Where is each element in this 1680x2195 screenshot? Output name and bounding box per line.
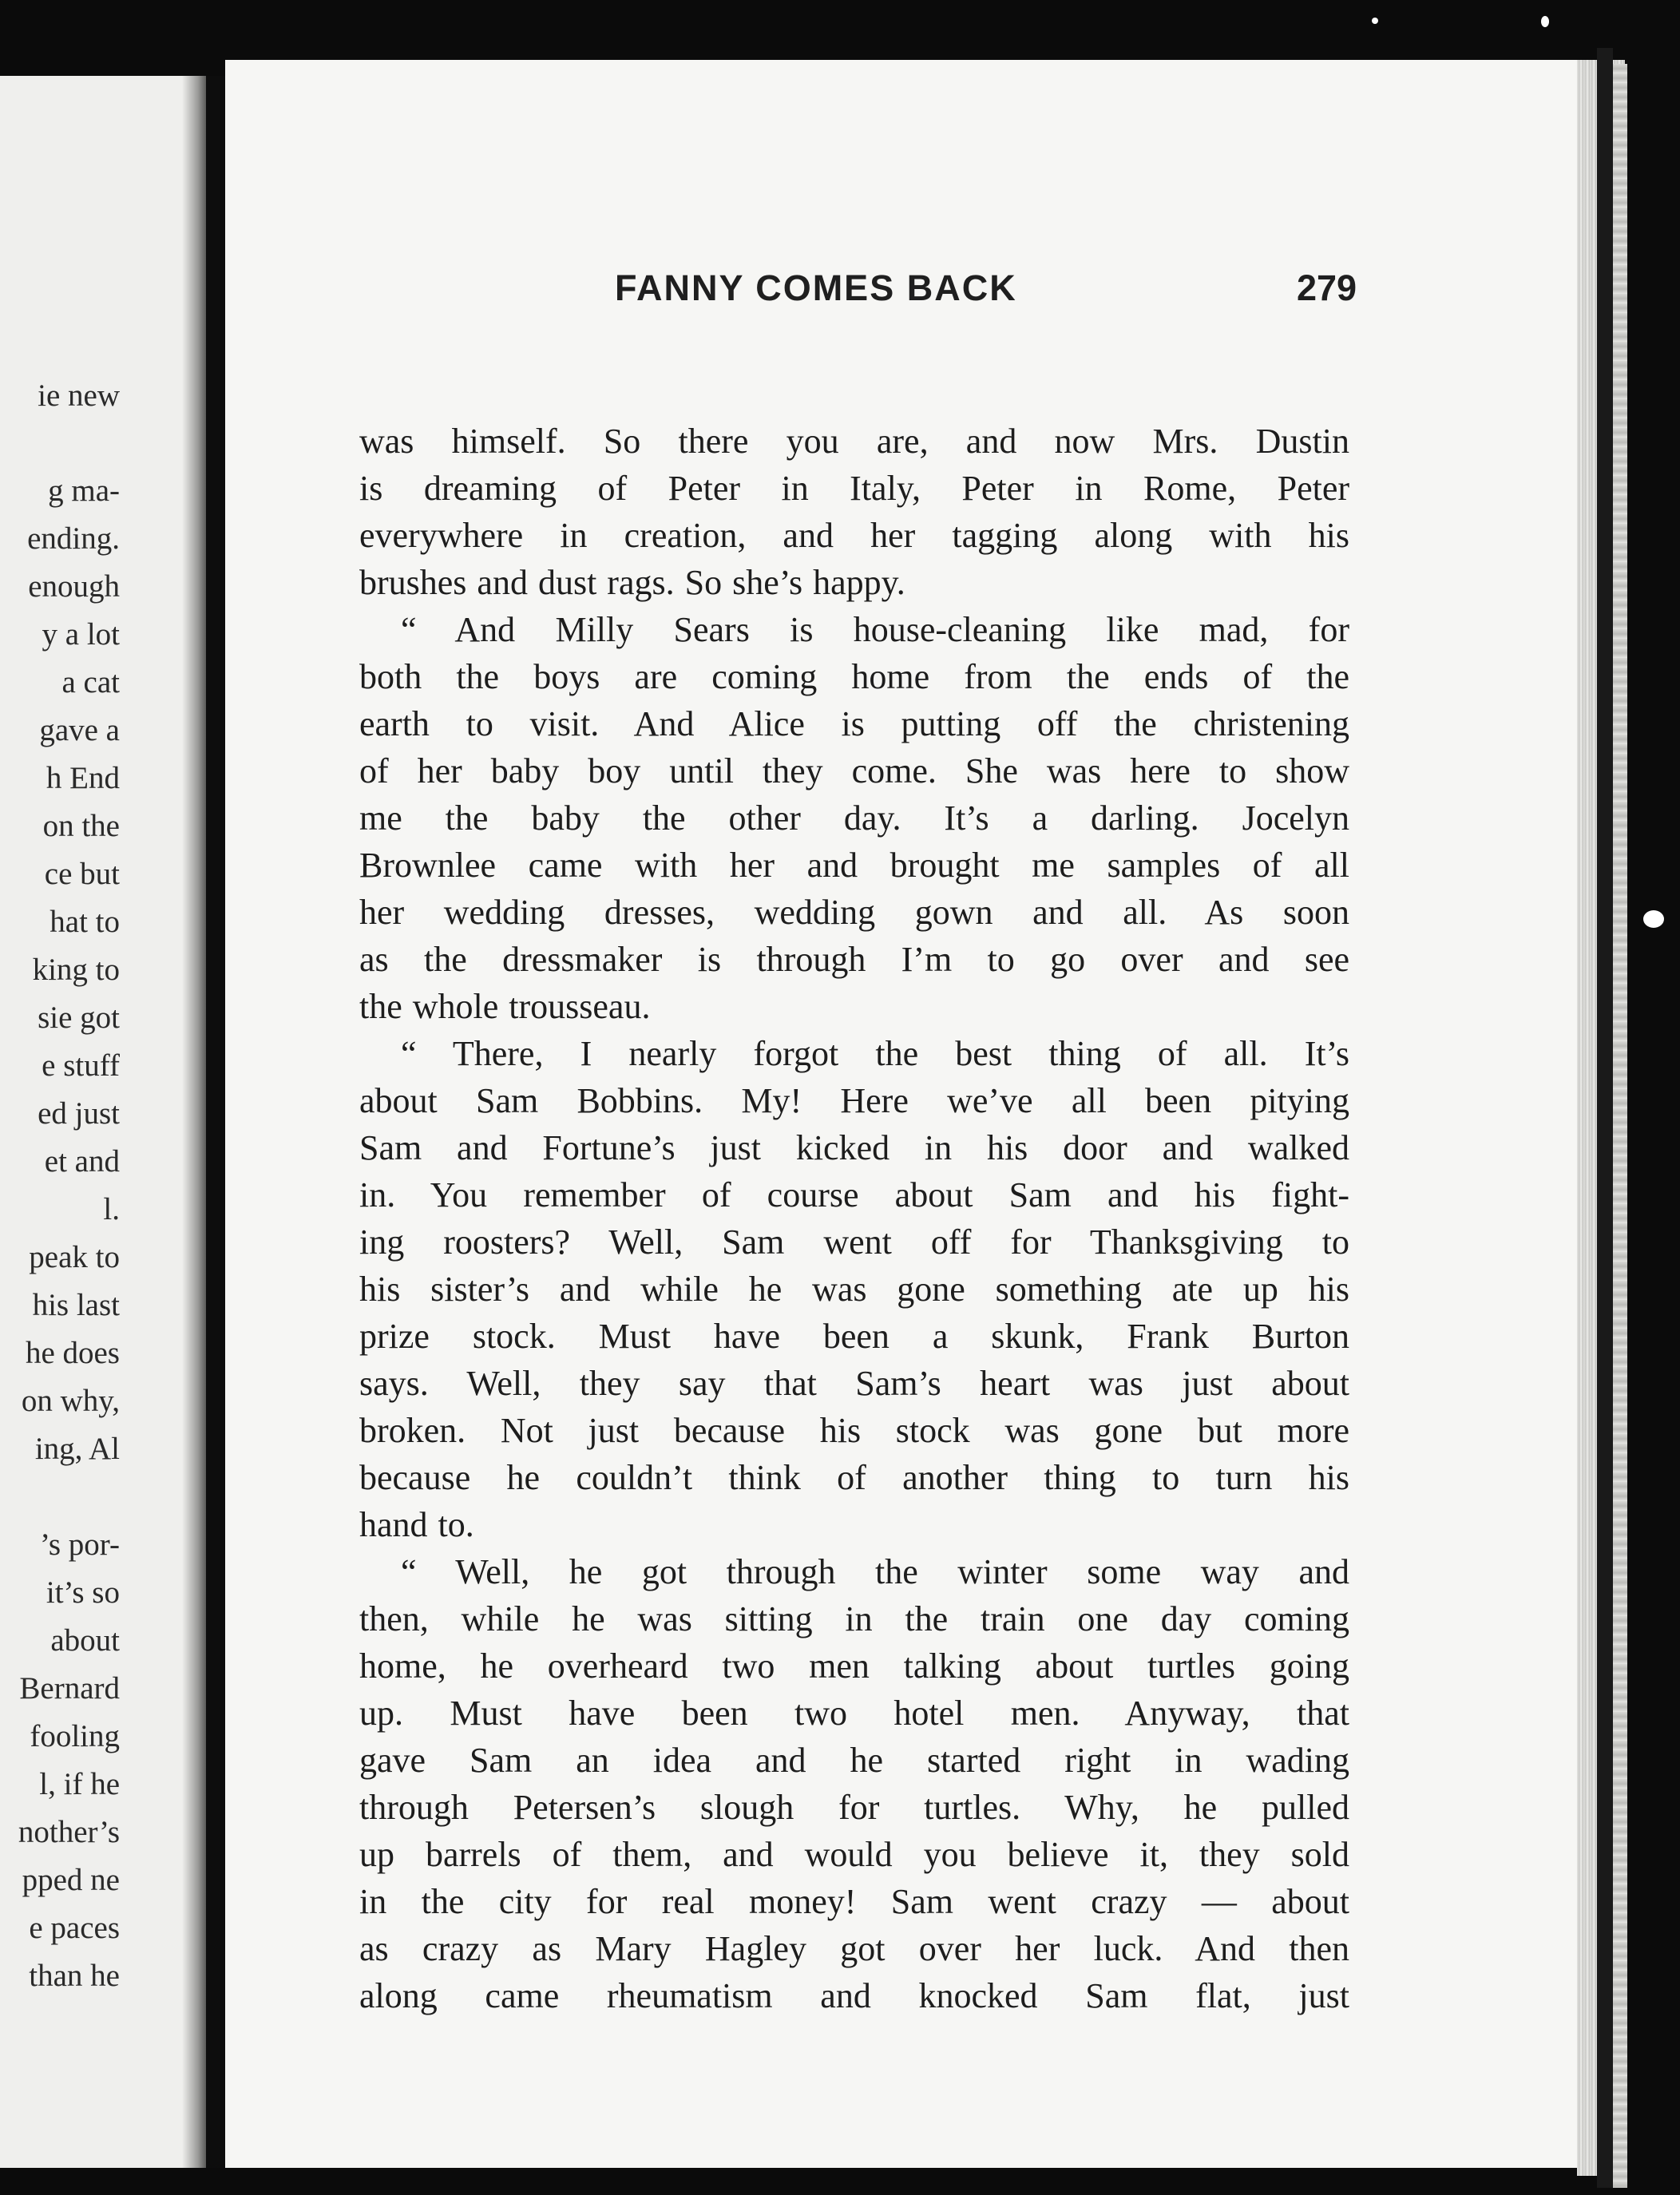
facing-page-fragment: ie new g ma- ending. enough y a lot a cat gave a h End on the ce but hat to king to sie got e stuff ed just et and l. peak to his last he does on why, ing, Al ’s por- it’s so about Bernard fooling l, if he nother’s pped ne e paces than he [0, 76, 200, 2168]
text-line: “ Well, he got through the winter some way and [401, 1552, 1349, 1591]
text-line: through Petersen’s slough for turtles. Why, he pulled [359, 1788, 1349, 1827]
text-line: everywhere in creation, and her tagging along with his [359, 516, 1349, 555]
text-line: Brownlee came with her and brought me samples of all [359, 846, 1349, 885]
text-line: in the city for real money! Sam went crazy — about [359, 1882, 1349, 1921]
page-fore-edge [1613, 64, 1627, 2188]
book-gutter [206, 76, 225, 2168]
text-line: up barrels of them, and would you believe it, they sold [359, 1835, 1349, 1874]
text-line: me the baby the other day. It’s a darling. Jocelyn [359, 798, 1349, 838]
text-line: about Sam Bobbins. My! Here we’ve all been pitying [359, 1081, 1349, 1120]
text-line: brushes and dust rags. So she’s happy. [359, 563, 905, 602]
text-line: home, he overheard two men talking about turtles going [359, 1646, 1349, 1686]
text-line: was himself. So there you are, and now Mrs. Dustin [359, 422, 1349, 461]
text-line: is dreaming of Peter in Italy, Peter in Rome, Peter [359, 469, 1349, 508]
text-line: says. Well, they say that Sam’s heart was just about [359, 1364, 1349, 1403]
text-line: the whole trousseau. [359, 987, 651, 1026]
text-line: his sister’s and while he was gone something ate up his [359, 1270, 1349, 1309]
text-line: “ And Milly Sears is house-cleaning like mad, for [401, 610, 1349, 649]
text-line: then, while he was sitting in the train one day coming [359, 1599, 1349, 1638]
text-line: both the boys are coming home from the ends of the [359, 657, 1349, 696]
text-line: prize stock. Must have been a skunk, Frank Burton [359, 1317, 1349, 1356]
text-line: earth to visit. And Alice is putting off the christening [359, 704, 1349, 743]
text-line: “ There, I nearly forgot the best thing of all. It’s [401, 1034, 1349, 1073]
text-line: as the dressmaker is through I’m to go over and see [359, 940, 1349, 979]
text-line: Sam and Fortune’s just kicked in his door and walked [359, 1128, 1349, 1167]
text-line: along came rheumatism and knocked Sam flat, just [359, 1976, 1349, 2015]
text-line: because he couldn’t think of another thing to turn his [359, 1458, 1349, 1497]
scan-speck [1541, 16, 1549, 27]
text-line: hand to. [359, 1505, 474, 1544]
running-head [225, 267, 1583, 331]
text-line: ing roosters? Well, Sam went off for Thanksgiving to [359, 1222, 1349, 1262]
book-page [225, 60, 1583, 2168]
scan-speck [1372, 18, 1378, 24]
text-line: of her baby boy until they come. She was here to show [359, 751, 1349, 790]
scan-speck [1643, 910, 1664, 928]
text-line: as crazy as Mary Hagley got over her luck. And then [359, 1929, 1349, 1968]
book-title: FANNY COMES BACK [615, 267, 1017, 308]
text-line: in. You remember of course about Sam and his fight- [359, 1175, 1349, 1214]
text-line: gave Sam an idea and he started right in wading [359, 1741, 1349, 1780]
book-cover-edge [1597, 48, 1613, 2188]
text-line: her wedding dresses, wedding gown and all. As soon [359, 893, 1349, 932]
text-line: up. Must have been two hotel men. Anyway, that [359, 1694, 1349, 1733]
text-line: broken. Not just because his stock was gone but more [359, 1411, 1349, 1450]
page-number: 279 [1297, 267, 1357, 308]
